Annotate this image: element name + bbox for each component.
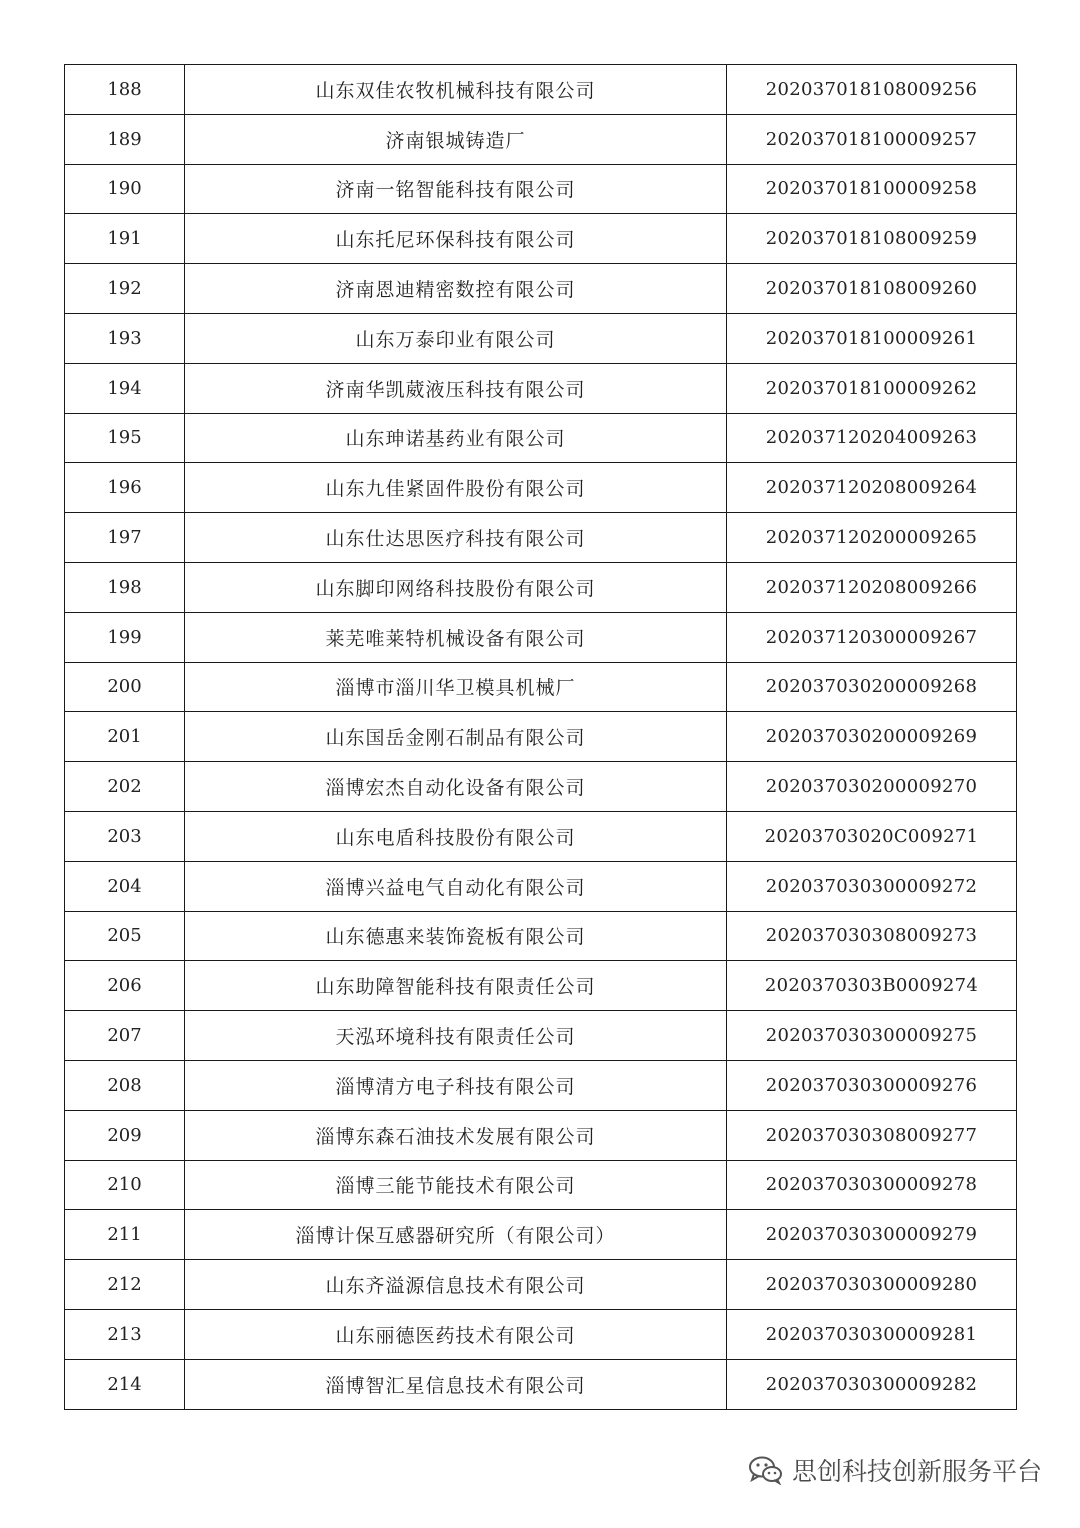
company-name-cell: 山东脚印网络科技股份有限公司 xyxy=(185,562,727,612)
registration-code-cell: 202037120204009263 xyxy=(727,413,1017,463)
row-number-cell: 201 xyxy=(65,712,185,762)
row-number-cell: 190 xyxy=(65,164,185,214)
company-name-cell: 淄博东森石油技术发展有限公司 xyxy=(185,1110,727,1160)
company-name-cell: 济南恩迪精密数控有限公司 xyxy=(185,264,727,314)
table-row xyxy=(65,762,1017,812)
registration-code-cell: 202037018100009257 xyxy=(727,114,1017,164)
registration-code-cell: 202037030300009275 xyxy=(727,1011,1017,1061)
company-name-cell: 山东九佳紧固件股份有限公司 xyxy=(185,463,727,513)
table-row xyxy=(65,313,1017,363)
company-name-cell: 山东德惠来装饰瓷板有限公司 xyxy=(185,911,727,961)
table-row xyxy=(65,811,1017,861)
row-number-cell: 192 xyxy=(65,264,185,314)
registration-code-cell: 202037120208009266 xyxy=(727,562,1017,612)
company-name-cell: 山东齐溢源信息技术有限公司 xyxy=(185,1260,727,1310)
row-number-cell: 210 xyxy=(65,1160,185,1210)
row-number-cell: 193 xyxy=(65,313,185,363)
row-number-cell: 194 xyxy=(65,363,185,413)
table-row xyxy=(65,264,1017,314)
registration-code-cell: 202037030300009278 xyxy=(727,1160,1017,1210)
table-row xyxy=(65,612,1017,662)
company-name-cell: 山东万泰印业有限公司 xyxy=(185,313,727,363)
row-number-cell: 211 xyxy=(65,1210,185,1260)
registration-code-cell: 202037120200009265 xyxy=(727,513,1017,563)
watermark xyxy=(748,1450,1042,1490)
company-name-cell: 山东托尼环保科技有限公司 xyxy=(185,214,727,264)
company-name-cell: 淄博市淄川华卫模具机械厂 xyxy=(185,662,727,712)
table-row xyxy=(65,961,1017,1011)
row-number-cell: 197 xyxy=(65,513,185,563)
table-row xyxy=(65,1060,1017,1110)
company-name-cell: 山东丽德医药技术有限公司 xyxy=(185,1309,727,1359)
row-number-cell: 200 xyxy=(65,662,185,712)
company-name-cell: 淄博清方电子科技有限公司 xyxy=(185,1060,727,1110)
row-number-cell: 203 xyxy=(65,811,185,861)
company-name-cell: 淄博宏杰自动化设备有限公司 xyxy=(185,762,727,812)
company-name-cell: 淄博计保互感器研究所（有限公司） xyxy=(185,1210,727,1260)
registration-code-cell: 202037018100009261 xyxy=(727,313,1017,363)
table-row xyxy=(65,164,1017,214)
company-name-cell: 淄博兴益电气自动化有限公司 xyxy=(185,861,727,911)
company-name-cell: 济南华凯葳液压科技有限公司 xyxy=(185,363,727,413)
company-name-cell: 山东仕达思医疗科技有限公司 xyxy=(185,513,727,563)
table-row xyxy=(65,65,1017,115)
registration-code-cell: 202037018108009259 xyxy=(727,214,1017,264)
row-number-cell: 191 xyxy=(65,214,185,264)
registration-code-cell: 202037030300009280 xyxy=(727,1260,1017,1310)
table-row xyxy=(65,1110,1017,1160)
table-row xyxy=(65,712,1017,762)
registration-code-cell: 202037030300009281 xyxy=(727,1309,1017,1359)
registration-code-cell: 202037030300009276 xyxy=(727,1060,1017,1110)
row-number-cell: 206 xyxy=(65,961,185,1011)
row-number-cell: 198 xyxy=(65,562,185,612)
table-row xyxy=(65,1359,1017,1409)
row-number-cell: 204 xyxy=(65,861,185,911)
row-number-cell: 196 xyxy=(65,463,185,513)
company-name-cell: 济南一铭智能科技有限公司 xyxy=(185,164,727,214)
row-number-cell: 205 xyxy=(65,911,185,961)
table-row xyxy=(65,114,1017,164)
row-number-cell: 208 xyxy=(65,1060,185,1110)
company-name-cell: 山东珅诺基药业有限公司 xyxy=(185,413,727,463)
row-number-cell: 212 xyxy=(65,1260,185,1310)
table-row xyxy=(65,662,1017,712)
table-row xyxy=(65,1011,1017,1061)
company-name-cell: 天泓环境科技有限责任公司 xyxy=(185,1011,727,1061)
row-number-cell: 199 xyxy=(65,612,185,662)
table-row xyxy=(65,1309,1017,1359)
table-row xyxy=(65,214,1017,264)
registration-code-cell: 202037018100009258 xyxy=(727,164,1017,214)
table-row xyxy=(65,413,1017,463)
company-name-cell: 山东国岳金刚石制品有限公司 xyxy=(185,712,727,762)
registration-code-cell: 202037018108009260 xyxy=(727,264,1017,314)
company-name-cell: 山东双佳农牧机械科技有限公司 xyxy=(185,65,727,115)
watermark-text: 思创科技创新服务平台 xyxy=(791,1457,1042,1486)
table-row xyxy=(65,911,1017,961)
company-list-table xyxy=(64,64,1017,1410)
table-row xyxy=(65,1210,1017,1260)
wechat-icon xyxy=(748,1455,784,1485)
company-name-cell: 莱芜唯莱特机械设备有限公司 xyxy=(185,612,727,662)
table-row xyxy=(65,363,1017,413)
registration-code-cell: 202037018100009262 xyxy=(727,363,1017,413)
company-name-cell: 山东电盾科技股份有限公司 xyxy=(185,811,727,861)
registration-code-cell: 202037030300009272 xyxy=(727,861,1017,911)
row-number-cell: 195 xyxy=(65,413,185,463)
table-row xyxy=(65,861,1017,911)
company-name-cell: 淄博智汇星信息技术有限公司 xyxy=(185,1359,727,1409)
row-number-cell: 189 xyxy=(65,114,185,164)
registration-code-cell: 202037030200009270 xyxy=(727,762,1017,812)
registration-code-cell: 202037018108009256 xyxy=(727,65,1017,115)
company-name-cell: 山东助障智能科技有限责任公司 xyxy=(185,961,727,1011)
company-name-cell: 济南银城铸造厂 xyxy=(185,114,727,164)
registration-code-cell: 202037030300009279 xyxy=(727,1210,1017,1260)
row-number-cell: 213 xyxy=(65,1309,185,1359)
row-number-cell: 202 xyxy=(65,762,185,812)
row-number-cell: 209 xyxy=(65,1110,185,1160)
table-row xyxy=(65,562,1017,612)
registration-code-cell: 2020370303B0009274 xyxy=(727,961,1017,1011)
company-name-cell: 淄博三能节能技术有限公司 xyxy=(185,1160,727,1210)
row-number-cell: 188 xyxy=(65,65,185,115)
registration-code-cell: 202037120208009264 xyxy=(727,463,1017,513)
registration-code-cell: 202037030200009268 xyxy=(727,662,1017,712)
registration-code-cell: 202037120300009267 xyxy=(727,612,1017,662)
registration-code-cell: 20203703020C009271 xyxy=(727,811,1017,861)
table-row xyxy=(65,463,1017,513)
table-row xyxy=(65,1260,1017,1310)
table-body xyxy=(65,65,1017,1410)
registration-code-cell: 202037030300009282 xyxy=(727,1359,1017,1409)
table-row xyxy=(65,1160,1017,1210)
row-number-cell: 207 xyxy=(65,1011,185,1061)
registration-code-cell: 202037030200009269 xyxy=(727,712,1017,762)
registration-code-cell: 202037030308009273 xyxy=(727,911,1017,961)
registration-code-cell: 202037030308009277 xyxy=(727,1110,1017,1160)
row-number-cell: 214 xyxy=(65,1359,185,1409)
table-row xyxy=(65,513,1017,563)
